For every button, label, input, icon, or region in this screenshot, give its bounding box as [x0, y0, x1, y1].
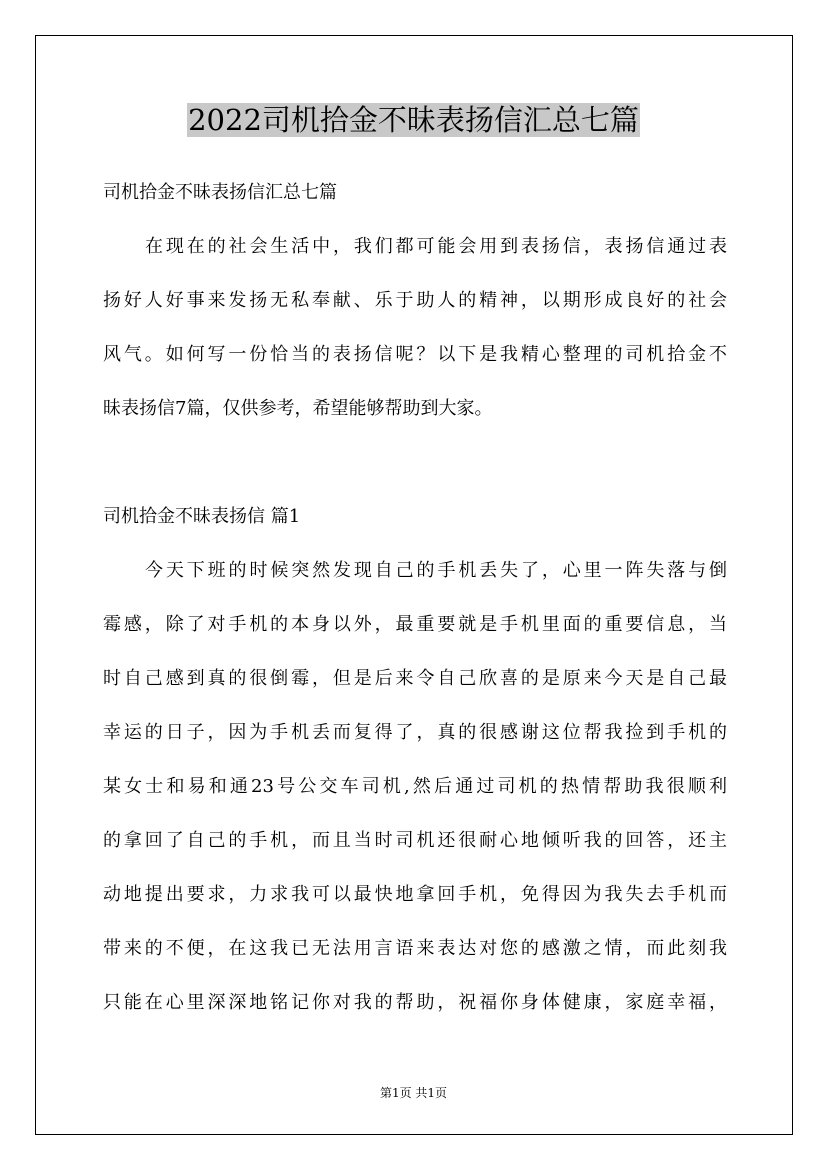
- document-title: [0, 98, 827, 142]
- intro-line: 昧表扬信7篇，仅供参考，希望能够帮助到大家。: [103, 398, 493, 419]
- document-title-text: 2022司机拾金不昧表扬信汇总七篇: [188, 103, 639, 137]
- body-line: 某女士和易和通23号公交车司机,然后通过司机的热情帮助我很顺利: [103, 776, 727, 797]
- document-subtitle: 司机拾金不昧表扬信汇总七篇: [103, 182, 337, 203]
- intro-line: 风气。如何写一份恰当的表扬信呢？以下是我精心整理的司机拾金不: [103, 344, 727, 365]
- body-line: 带来的不便，在这我已无法用言语来表达对您的感激之情，而此刻我: [103, 938, 727, 959]
- body-line: 幸运的日子，因为手机丢而复得了，真的很感谢这位帮我捡到手机的: [103, 722, 727, 743]
- body-line: 只能在心里深深地铭记你对我的帮助，祝福你身体健康，家庭幸福，: [103, 992, 727, 1013]
- intro-line: 在现在的社会生活中，我们都可能会用到表扬信，表扬信通过表: [145, 236, 727, 257]
- document-body: [103, 166, 727, 1030]
- body-line: 今天下班的时候突然发现自己的手机丢失了，心里一阵失落与倒: [145, 560, 727, 581]
- body-line: 的拿回了自己的手机，而且当时司机还很耐心地倾听我的回答，还主: [103, 830, 727, 851]
- paragraph-gap: [103, 436, 727, 490]
- page-footer: 第1页 共1页: [379, 1086, 448, 1100]
- body-line: 动地提出要求，力求我可以最快地拿回手机，免得因为我失去手机而: [103, 884, 727, 905]
- body-line: 时自己感到真的很倒霉，但是后来令自己欣喜的是原来今天是自己最: [103, 668, 727, 689]
- section-heading: 司机拾金不昧表扬信 篇1: [103, 506, 301, 527]
- intro-line: 扬好人好事来发扬无私奉献、乐于助人的精神，以期形成良好的社会: [103, 290, 727, 311]
- body-line: 霉感，除了对手机的本身以外，最重要就是手机里面的重要信息，当: [103, 614, 727, 635]
